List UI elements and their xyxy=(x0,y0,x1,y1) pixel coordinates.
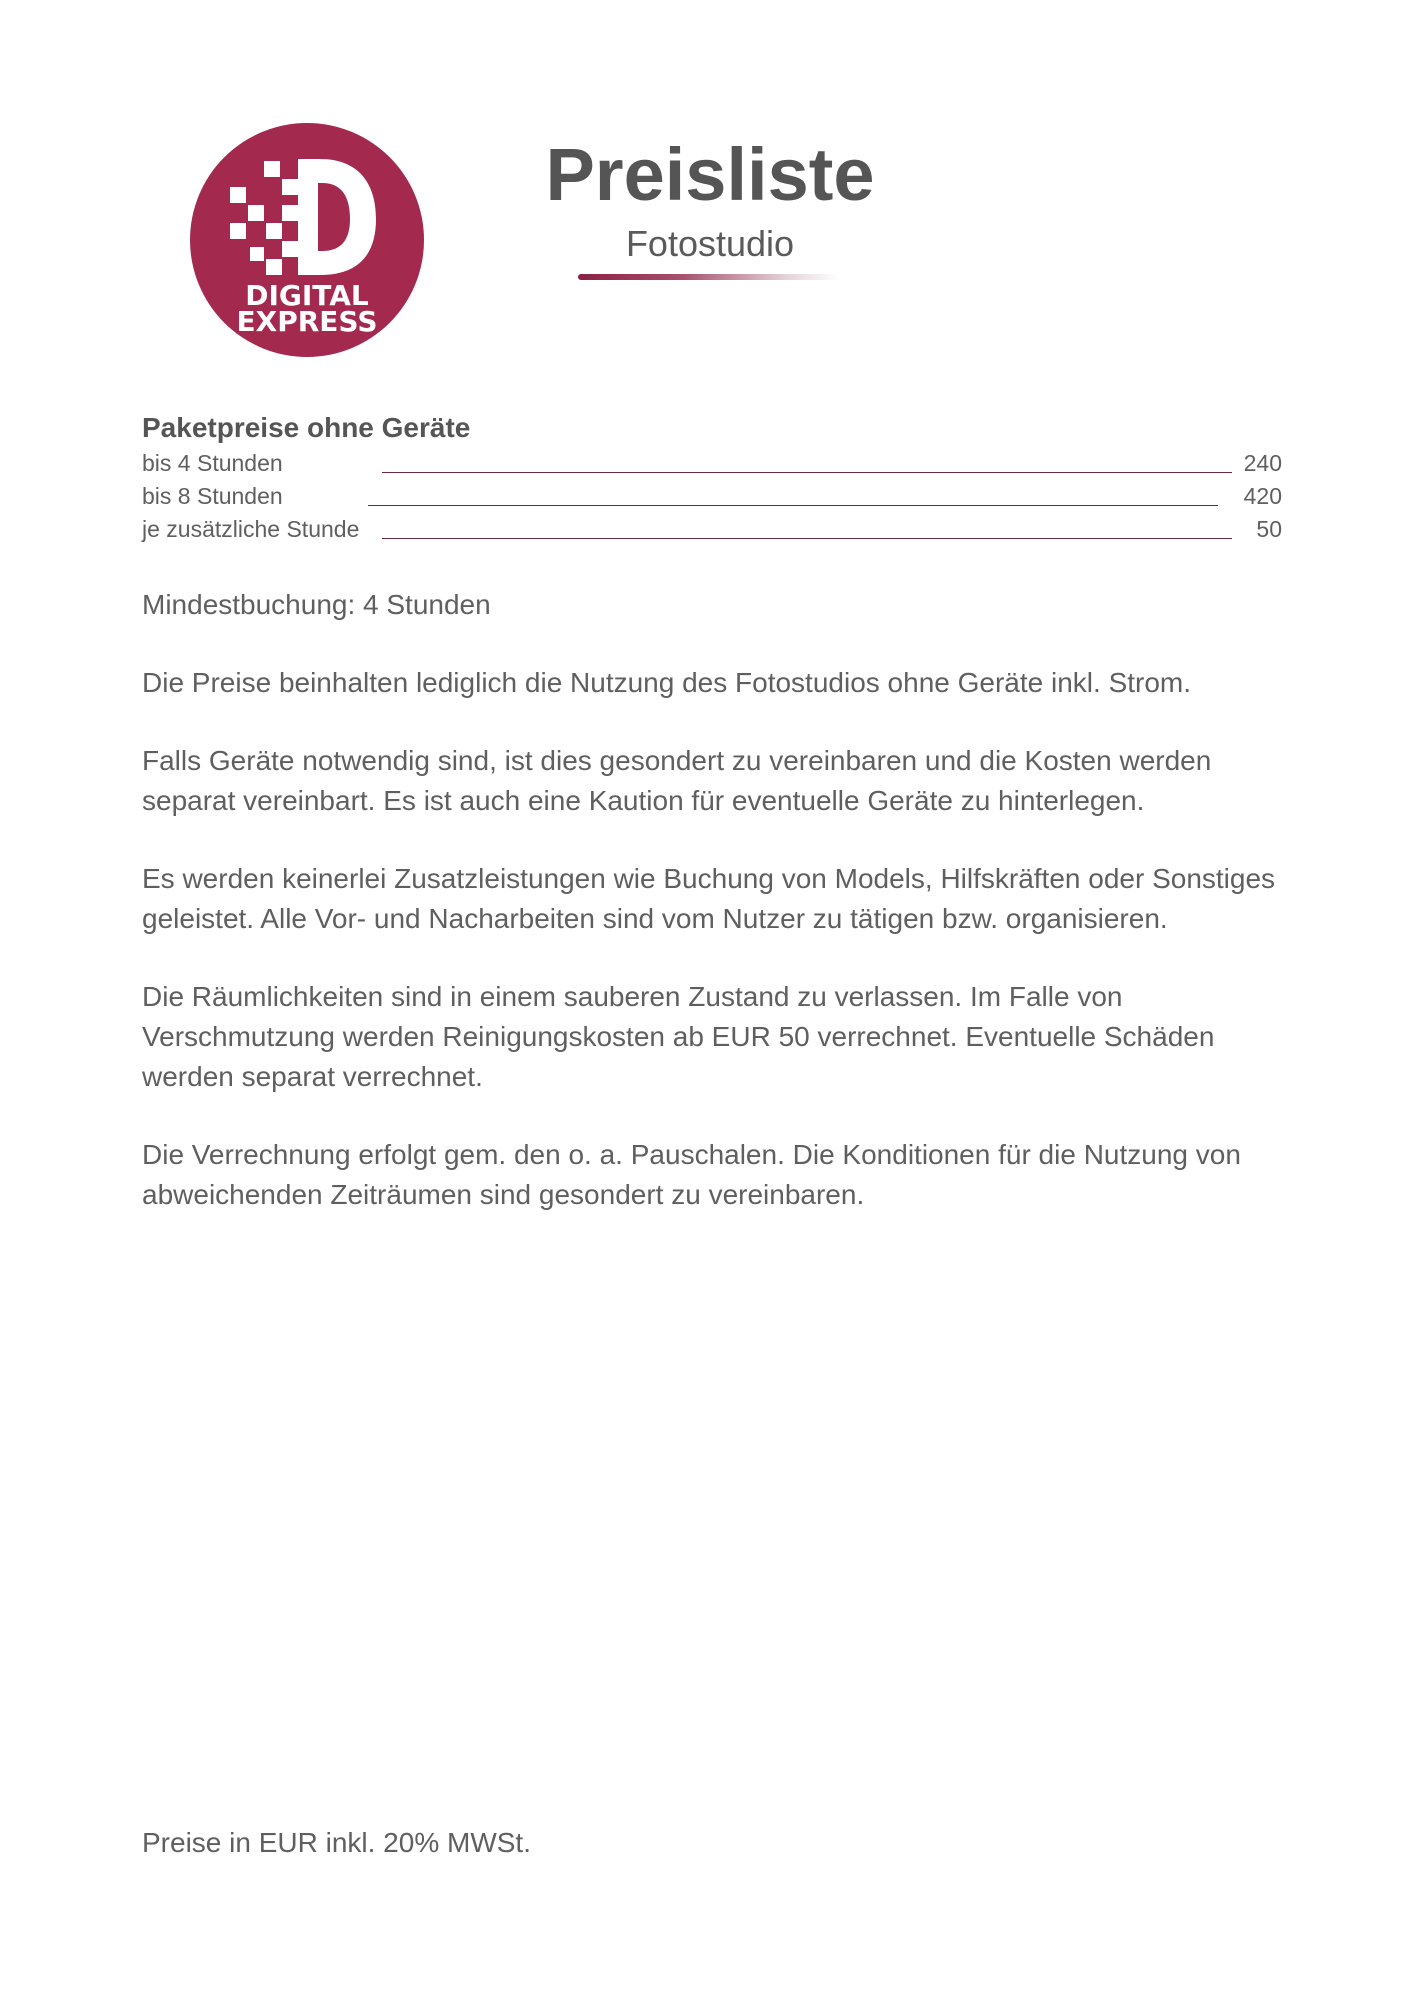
terms-paragraph: Die Preise beinhalten lediglich die Nutzung des Fotostudios ohne Geräte inkl. Strom. xyxy=(142,667,1192,698)
price-list xyxy=(142,448,1282,547)
leader-line xyxy=(382,472,1232,473)
svg-text:DIGITAL: DIGITAL xyxy=(245,279,369,312)
price-value: 420 xyxy=(1243,483,1282,509)
digital-express-logo xyxy=(190,123,424,357)
price-label: bis 8 Stunden xyxy=(142,483,283,509)
vat-note: Preise in EUR inkl. 20% MWSt. xyxy=(142,1827,531,1858)
price-value: 240 xyxy=(1243,450,1282,476)
svg-text:EXPRESS: EXPRESS xyxy=(236,305,378,338)
price-label: je zusätzliche Stunde xyxy=(142,516,360,542)
price-row xyxy=(142,448,1282,481)
page-subtitle: Fotostudio xyxy=(625,223,795,264)
price-row xyxy=(142,481,1282,514)
leader-line xyxy=(368,505,1218,506)
terms-paragraph: Falls Geräte notwendig sind, ist dies gesondert zu vereinbaren und die Kosten werden separat vereinbart. Es ist auch eine Kaution für eventuelle Geräte zu hinterlegen. xyxy=(142,745,1212,816)
title-underline xyxy=(578,274,840,280)
price-value: 50 xyxy=(1256,516,1282,542)
terms-paragraph: Die Räumlichkeiten sind in einem sauberen Zustand zu verlassen. Im Falle von Verschmutzung werden Reinigungskosten ab EUR 50 verrechnet. Eventuelle Schäden werden separat verrechnet. xyxy=(142,981,1215,1092)
leader-line xyxy=(382,538,1232,539)
terms-paragraph: Die Verrechnung erfolgt gem. den o. a. Pauschalen. Die Konditionen für die Nutzung von abweichenden Zeiträumen sind gesondert zu vereinbaren. xyxy=(142,1139,1241,1210)
terms-text xyxy=(142,585,1292,1253)
price-label: bis 4 Stunden xyxy=(142,450,283,476)
price-row xyxy=(142,514,1282,547)
price-section-heading: Paketpreise ohne Geräte xyxy=(142,412,471,443)
terms-paragraph: Es werden keinerlei Zusatzleistungen wie Buchung von Models, Hilfskräften oder Sonstiges geleistet. Alle Vor- und Nacharbeiten sind vom Nutzer zu tätigen bzw. organisieren. xyxy=(142,863,1276,934)
page-title: Preisliste xyxy=(545,133,875,216)
minimum-booking-paragraph: Mindestbuchung: 4 Stunden xyxy=(142,589,491,620)
